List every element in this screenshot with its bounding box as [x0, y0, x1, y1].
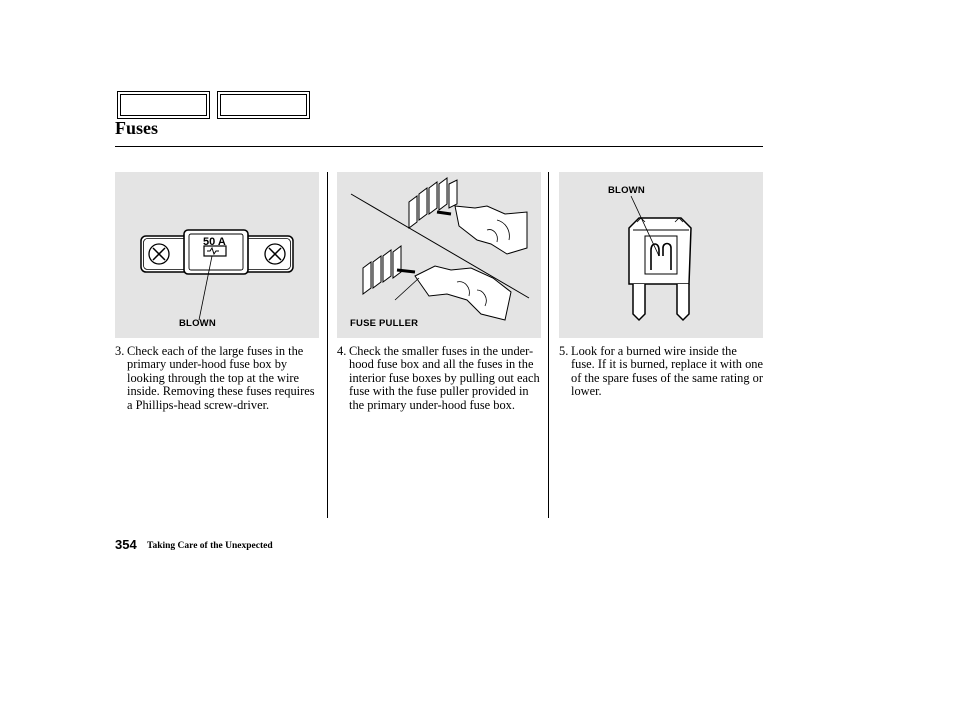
step-text: Look for a burned wire inside the fuse. If it is burned, replace it with one of the spare fuses of the same rating or lower. [571, 344, 763, 399]
nav-tab-contents[interactable] [217, 91, 310, 119]
step-text: Check each of the large fuses in the primary under-hood fuse box by looking through the top at the wire inside. Removing these fuses requires a Phillips-head screw-driver. [127, 344, 315, 412]
blown-label-large: BLOWN [179, 318, 216, 329]
fuse-puller-figure [337, 172, 541, 338]
page-number: 354 [115, 537, 137, 552]
column-divider [548, 172, 549, 518]
title-divider [115, 146, 763, 147]
step-number: 5. [559, 344, 569, 358]
column-divider [327, 172, 328, 518]
blown-label-small: BLOWN [608, 185, 645, 196]
screw-icon [149, 244, 169, 264]
step-text: Check the smaller fuses in the under-hood fuse box and all the fuses in the interior fuse boxes by pulling out each fuse with the fuse puller provided in the primary under-hood fuse box. [349, 344, 540, 412]
section-name: Taking Care of the Unexpected [147, 541, 273, 551]
small-fuse-illustration [559, 172, 763, 338]
fuse-rating-text: 50 A [203, 236, 226, 248]
large-fuse-figure [115, 172, 319, 338]
fuse-puller-illustration [337, 172, 541, 338]
step-3 [115, 345, 319, 412]
page-title: Fuses [115, 118, 159, 138]
nav-tab-main-menu[interactable] [117, 91, 210, 119]
step-4 [337, 345, 541, 412]
step-5 [559, 345, 763, 399]
step-number: 3. [115, 344, 125, 358]
small-fuse-figure [559, 172, 763, 338]
large-fuse-illustration [115, 172, 319, 338]
screw-icon [265, 244, 285, 264]
step-number: 4. [337, 344, 347, 358]
fuse-puller-label: FUSE PULLER [350, 318, 419, 329]
